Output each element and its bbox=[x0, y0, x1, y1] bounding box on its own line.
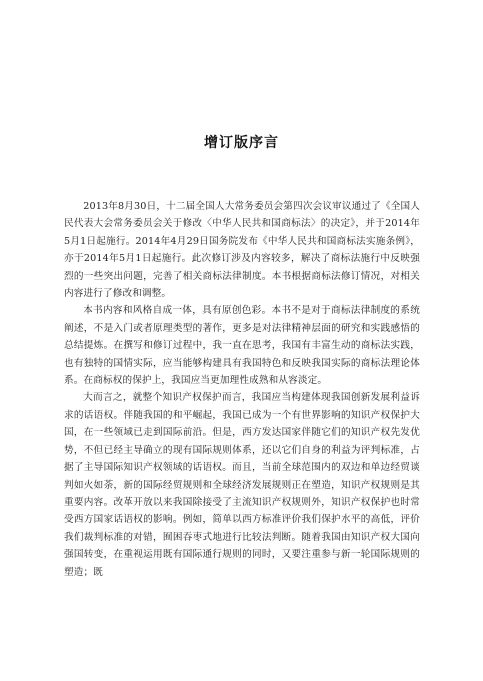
preface-body bbox=[64, 198, 420, 581]
paragraph: 2013年8月30日，十二届全国人大常务委员会第四次会议审议通过了《全国人民代表大会常务委员会关于修改〈中华人民共和国商标法〉的决定》，并于2014年5月1日起施行。2014年4月29日国务院发布《中华人民共和国商标法实施条例》，亦于2014年5月1日起施行。此次修订涉及内容较多，解决了商标法施行中反映强烈的一些突出问题，完善了相关商标法律制度。本书根据商标法修订情况，对相关内容进行了修改和调整。 bbox=[64, 201, 420, 300]
paragraph: 本书内容和风格自成一体，具有原创色彩。本书不是对于商标法律制度的系统阐述，不是入门或者原理类型的著作，更多是对法律精神层面的研究和实践感悟的总结提炼。在撰写和修订过程中，我一直在思考，我国有丰富生动的商标法实践，也有独特的国情实际，应当能够构建具有我国特色和反映我国实际的商标法理论体系。在商标权的保护上，我国应当更加理性成熟和从容淡定。 bbox=[64, 305, 420, 387]
page-title: 增订版序言 bbox=[204, 135, 279, 151]
paragraph: 大而言之，就整个知识产权保护而言，我国应当构建体现我国创新发展利益诉求的话语权。伴随我国的和平崛起，我国已成为一个有世界影响的知识产权保护大国，在一些领域已走到国际前沿。但是，西方发达国家伴随它们的知识产权先发优势，不但已经主导确立的现有国际规则体系，还以它们自身的利益为评判标准，占据了主导国际知识产权领域的话语权。而且，当前全球范围内的双边和单边经贸谈判如火如荼，新的国际经贸规则和全球经济发展规则正在塑造，知识产权规则是其重要内容。改革开放以来我国除接受了主流知识产权规则外，知识产权保护也时常受西方国家话语权的影响。例如，简单以西方标准评价我们保护水平的高低，评价我们裁判标准的对错，囿困吞枣式地进行比较法判断。随着我国由知识产权大国向强国转变，在重视运用既有国际通行规则的同时，又要注重参与新一轮国际规则的塑造；既 bbox=[64, 392, 420, 578]
